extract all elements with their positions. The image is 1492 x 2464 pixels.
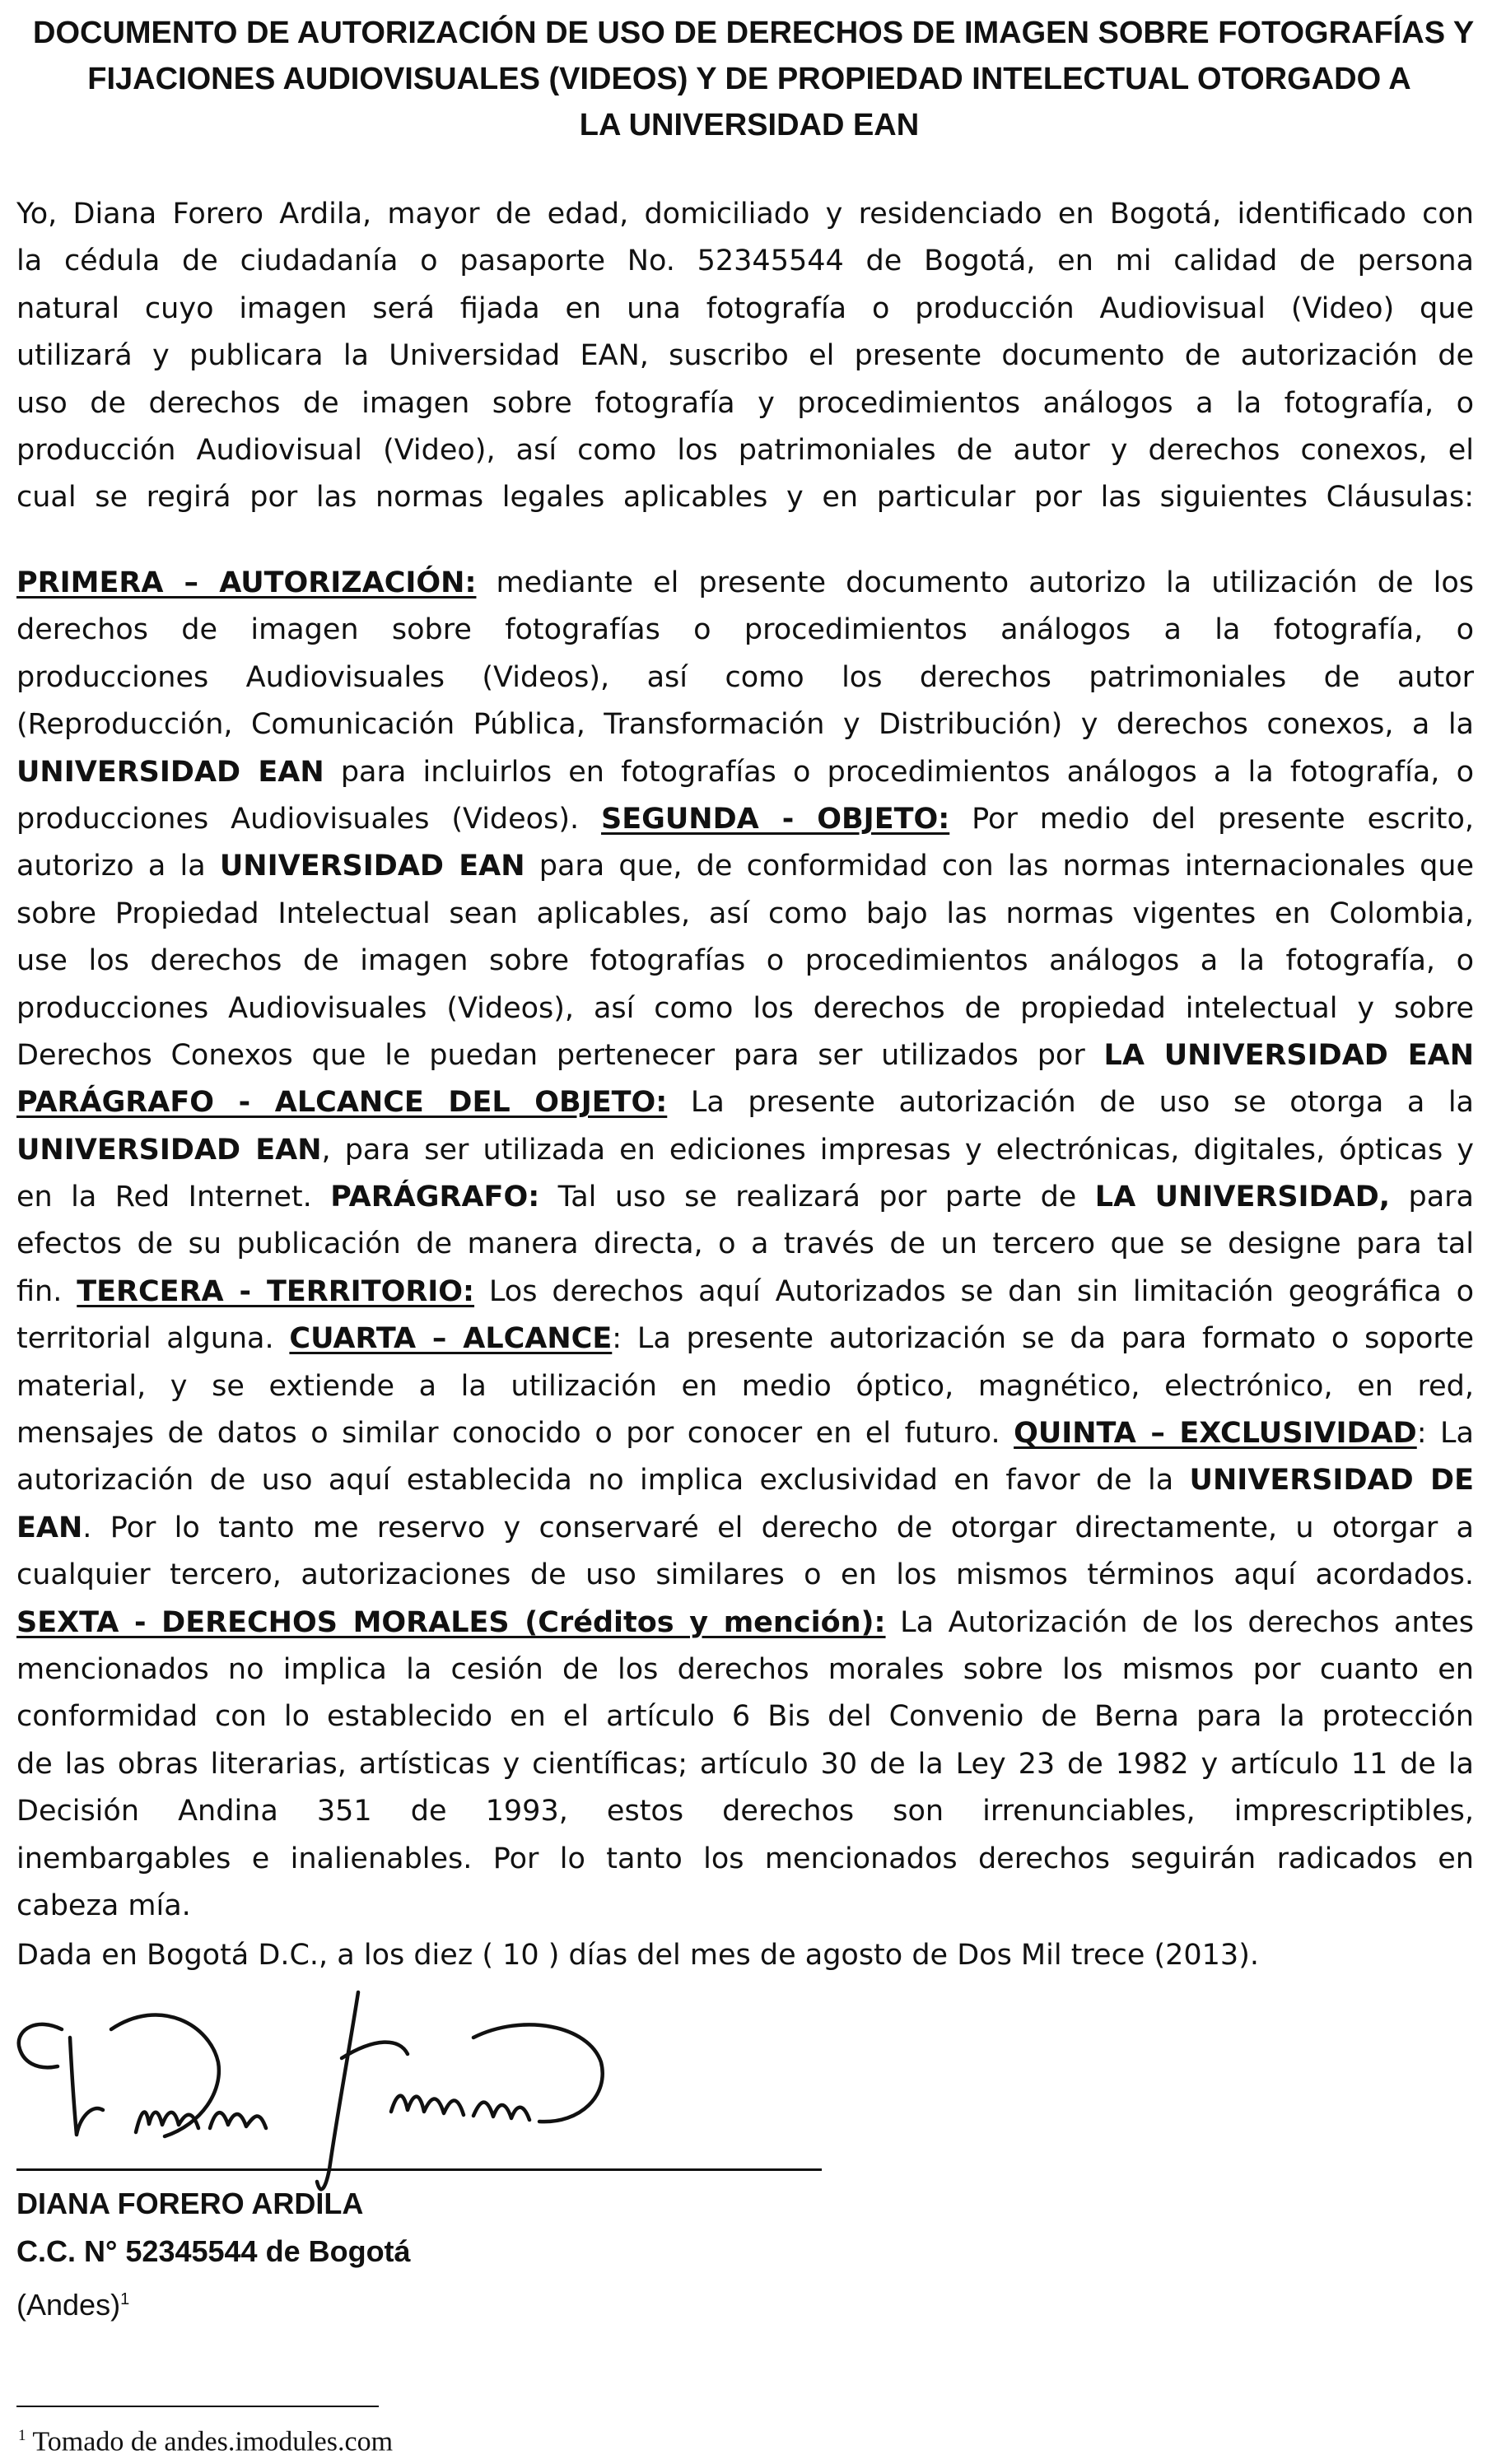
signer-origin: (Andes)$^1$ xyxy=(16,2288,130,2322)
paragraph-line: producciones Audiovisuales (Videos). SEGUNDA - OBJETO: Por medio del presente escrito, xyxy=(16,802,1474,836)
paragraph-line: Derechos Conexos que le puedan pertenecer para ser utilizados por LA UNIVERSIDAD EAN xyxy=(16,1038,1474,1072)
intro-paragraph xyxy=(16,191,1474,522)
paragraph-line: de las obras literarias, artísticas y científicas; artículo 30 de la Ley 23 de 1982 y artículo 11 de la xyxy=(16,1747,1474,1781)
clause-heading-sexta: SEXTA - DERECHOS MORALES (Créditos y mención): xyxy=(16,1605,886,1639)
footnote-mark: 1 xyxy=(18,2427,26,2444)
paragraph-line: PARÁGRAFO - ALCANCE DEL OBJETO: La presente autorización de uso se otorga a la xyxy=(16,1086,1474,1120)
document-title xyxy=(33,10,1475,148)
clause-heading-paragrafo-alcance: PARÁGRAFO - ALCANCE DEL OBJETO: xyxy=(16,1086,668,1120)
paragraph-line: derechos de imagen sobre fotografías o procedimientos análogos a la fotografía, o xyxy=(16,613,1474,647)
footnote-reference: 1 xyxy=(120,2290,130,2308)
signer-name: DIANA FORERO ARDILA xyxy=(16,2187,364,2220)
clause-heading-quinta: QUINTA – EXCLUSIVIDAD xyxy=(1014,1417,1417,1451)
paragraph-line: (Reproducción, Comunicación Pública, Transformación y Distribución) y derechos conexos, a la xyxy=(16,708,1474,742)
paragraph-line: natural cuyo imagen será fijada en una fotografía o producción Audiovisual (Video) que xyxy=(16,291,1474,325)
clause-heading-segunda: SEGUNDA - OBJETO: xyxy=(601,802,950,836)
handwritten-signature xyxy=(12,1980,638,2194)
paragraph-line: uso de derechos de imagen sobre fotografía y procedimientos análogos a la fotografía, o xyxy=(16,386,1474,420)
signer-block xyxy=(16,2180,411,2329)
clause-heading-paragrafo: PARÁGRAFO: xyxy=(330,1181,540,1214)
paragraph-line: sobre Propiedad Intelectual sean aplicables, así como bajo las normas vigentes en Colombia, xyxy=(16,897,1474,930)
footnote-text: Tomado de andes.imodules.com xyxy=(26,2426,394,2457)
paragraph-line: Yo, Diana Forero Ardila, mayor de edad, domiciliado y residenciado en Bogotá, identificado con xyxy=(16,198,1474,231)
title-line: FIJACIONES AUDIOVISUALES (VIDEOS) Y DE PROPIEDAD INTELECTUAL OTORGADO A xyxy=(87,62,1411,96)
paragraph-line: conformidad con lo establecido en el artículo 6 Bis del Convenio de Berna para la protección xyxy=(16,1700,1474,1734)
signature-line xyxy=(16,2168,822,2171)
footnote-rule xyxy=(16,2406,379,2407)
title-line: LA UNIVERSIDAD EAN xyxy=(579,108,920,142)
paragraph-line: efectos de su publicación de manera directa, o a través de un tercero que se designe para tal xyxy=(16,1227,1474,1261)
paragraph-line: inembargables e inalienables. Por lo tanto los mencionados derechos seguirán radicados en xyxy=(16,1842,1474,1875)
footnote xyxy=(18,2417,393,2461)
paragraph-line: EAN. Por lo tanto me reservo y conservaré el derecho de otorgar directamente, u otorgar a xyxy=(16,1511,1474,1544)
paragraph-line: la cédula de ciudadanía o pasaporte No. 52345544 de Bogotá, en mi calidad de persona xyxy=(16,245,1474,278)
paragraph-line: cabeza mía. xyxy=(16,1889,191,1922)
paragraph-line: mencionados no implica la cesión de los derechos morales sobre los mismos por cuanto en xyxy=(16,1652,1474,1686)
paragraph-line: Decisión Andina 351 de 1993, estos derechos son irrenunciables, imprescriptibles, xyxy=(16,1795,1474,1828)
clause-heading-tercera: TERCERA - TERRITORIO: xyxy=(77,1274,475,1308)
paragraph-line: producciones Audiovisuales (Videos), así como los derechos patrimoniales de autor xyxy=(16,660,1474,694)
paragraph-line: material, y se extiende a la utilización en medio óptico, magnético, electrónico, en red, xyxy=(16,1369,1474,1403)
paragraph-line: producción Audiovisual (Video), así como los patrimoniales de autor y derechos conexos, el xyxy=(16,433,1474,467)
paragraph-line: PRIMERA – AUTORIZACIÓN: mediante el presente documento autorizo la utilización de los xyxy=(16,566,1474,599)
clause-heading-primera: PRIMERA – AUTORIZACIÓN: xyxy=(16,566,477,599)
paragraph-line: use los derechos de imagen sobre fotografías o procedimientos análogos a la fotografía, o xyxy=(16,944,1474,978)
date-line: Dada en Bogotá D.C., a los diez ( 10 ) días del mes de agosto de Dos Mil trece (2013). xyxy=(16,1939,1259,1972)
title-line: DOCUMENTO DE AUTORIZACIÓN DE USO DE DERECHOS DE IMAGEN SOBRE FOTOGRAFÍAS Y xyxy=(33,16,1475,50)
paragraph-line: autorización de uso aquí establecida no implica exclusividad en favor de la UNIVERSIDAD DE xyxy=(16,1464,1474,1497)
paragraph-line: cual se regirá por las normas legales aplicables y en particular por las siguientes Cláusulas: xyxy=(16,481,1474,515)
paragraph-line: territorial alguna. CUARTA – ALCANCE: La presente autorización se da para formato o soporte xyxy=(16,1322,1474,1356)
paragraph-line: en la Red Internet. PARÁGRAFO: Tal uso se realizará por parte de LA UNIVERSIDAD, para xyxy=(16,1181,1474,1214)
clauses-paragraph xyxy=(16,560,1474,1930)
paragraph-line: mensajes de datos o similar conocido o por conocer en el futuro. QUINTA – EXCLUSIVIDAD: La xyxy=(16,1417,1474,1451)
paragraph-line: UNIVERSIDAD EAN para incluirlos en fotografías o procedimientos análogos a la fotografía, o xyxy=(16,755,1474,789)
signer-id: C.C. N° 52345544 de Bogotá xyxy=(16,2234,411,2268)
paragraph-line: autorizo a la UNIVERSIDAD EAN para que, de conformidad con las normas internacionales que xyxy=(16,850,1474,883)
paragraph-line: utilizará y publicara la Universidad EAN, suscribo el presente documento de autorización de xyxy=(16,339,1474,373)
clause-heading-cuarta: CUARTA – ALCANCE xyxy=(289,1322,613,1356)
paragraph-line: cualquier tercero, autorizaciones de uso similares o en los mismos términos aquí acordados. xyxy=(16,1558,1474,1592)
paragraph-line: fin. TERCERA - TERRITORIO: Los derechos aquí Autorizados se dan sin limitación geográfica o xyxy=(16,1274,1474,1308)
paragraph-line: UNIVERSIDAD EAN, para ser utilizada en ediciones impresas y electrónicas, digitales, ópticas y xyxy=(16,1133,1474,1167)
paragraph-line: producciones Audiovisuales (Videos), así como los derechos de propiedad intelectual y sobre xyxy=(16,991,1474,1025)
paragraph-line: SEXTA - DERECHOS MORALES (Créditos y mención): La Autorización de los derechos antes xyxy=(16,1605,1474,1639)
